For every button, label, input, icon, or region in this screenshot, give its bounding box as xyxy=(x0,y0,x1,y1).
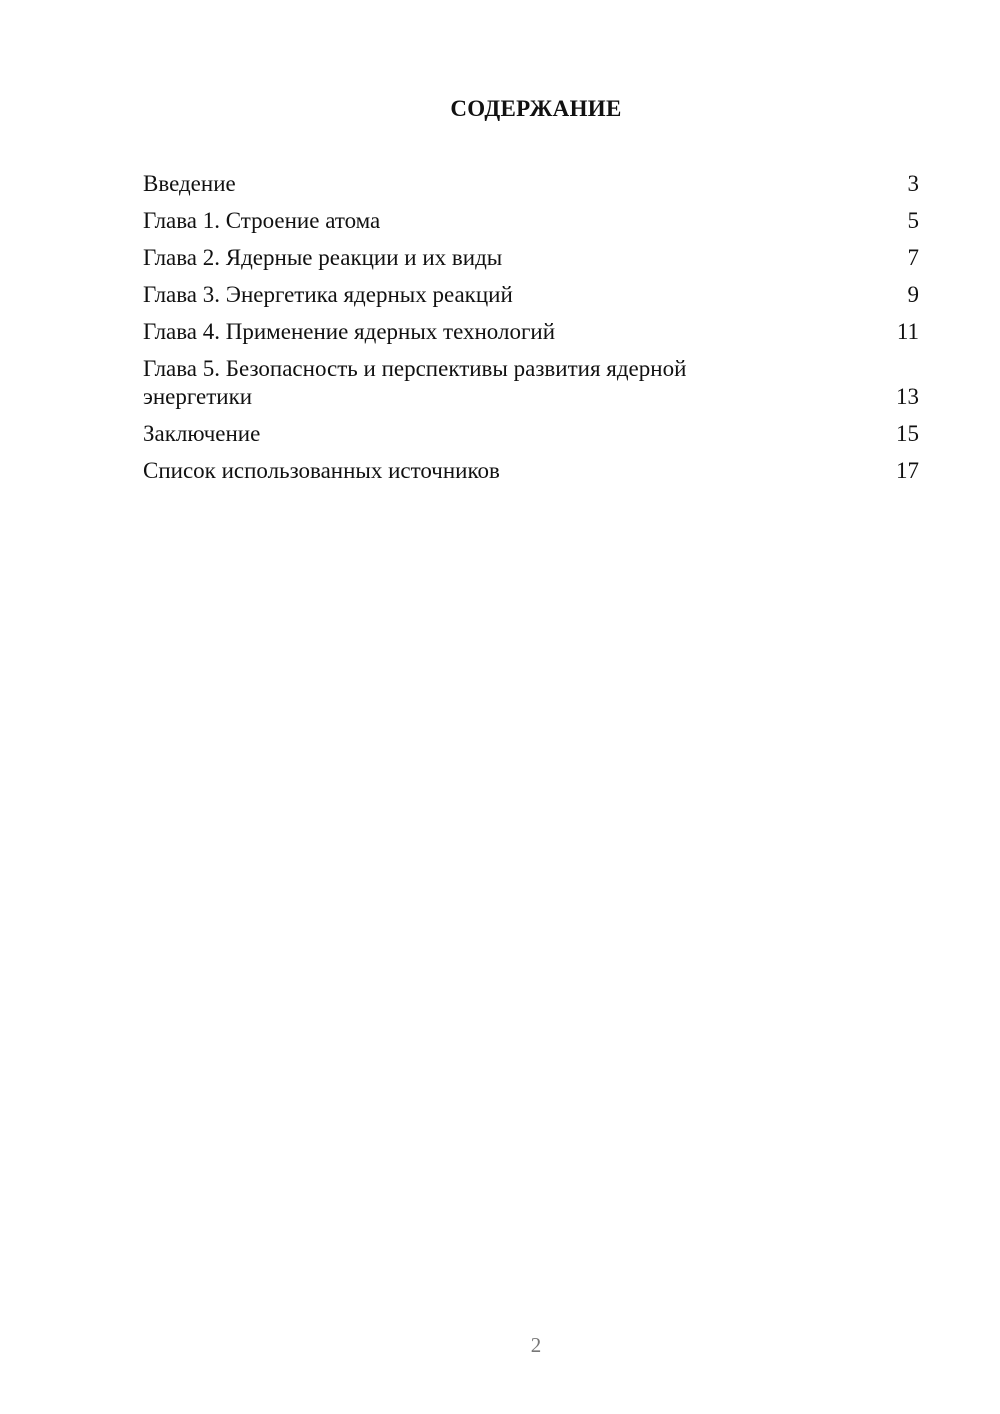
toc-entry-label: Глава 3. Энергетика ядерных реакций xyxy=(143,282,513,307)
table-of-contents xyxy=(143,170,919,494)
toc-entry-chapter-5 xyxy=(143,355,919,411)
toc-entry-page: 15 xyxy=(896,421,919,446)
toc-entry-page: 11 xyxy=(896,319,919,344)
toc-entry-label: Глава 2. Ядерные реакции и их виды xyxy=(143,245,503,270)
toc-entry-conclusion xyxy=(143,420,919,448)
toc-entry-page: 13 xyxy=(896,384,919,409)
page-number: 2 xyxy=(530,1333,542,1357)
toc-entry-page: 9 xyxy=(907,282,919,307)
toc-entry-chapter-2 xyxy=(143,244,919,272)
toc-entry-chapter-3 xyxy=(143,281,919,309)
toc-entry-introduction xyxy=(143,170,919,198)
toc-entry-page: 17 xyxy=(896,458,919,483)
toc-entry-references xyxy=(143,457,919,485)
toc-entry-chapter-1 xyxy=(143,207,919,235)
toc-entry-label: Заключение xyxy=(143,421,261,446)
toc-entry-page: 7 xyxy=(907,245,919,270)
toc-entry-label: Глава 5. Безопасность и перспективы развития ядерной энергетики xyxy=(143,356,687,409)
toc-entry-page: 3 xyxy=(907,171,919,196)
toc-entry-label: Список использованных источников xyxy=(143,458,500,483)
toc-entry-page: 5 xyxy=(907,208,919,233)
toc-entry-label: Глава 1. Строение атома xyxy=(143,208,381,233)
toc-entry-chapter-4 xyxy=(143,318,919,346)
page-title: СОДЕРЖАНИЕ xyxy=(450,96,622,121)
toc-entry-label: Глава 4. Применение ядерных технологий xyxy=(143,319,556,344)
toc-entry-label: Введение xyxy=(143,171,236,196)
